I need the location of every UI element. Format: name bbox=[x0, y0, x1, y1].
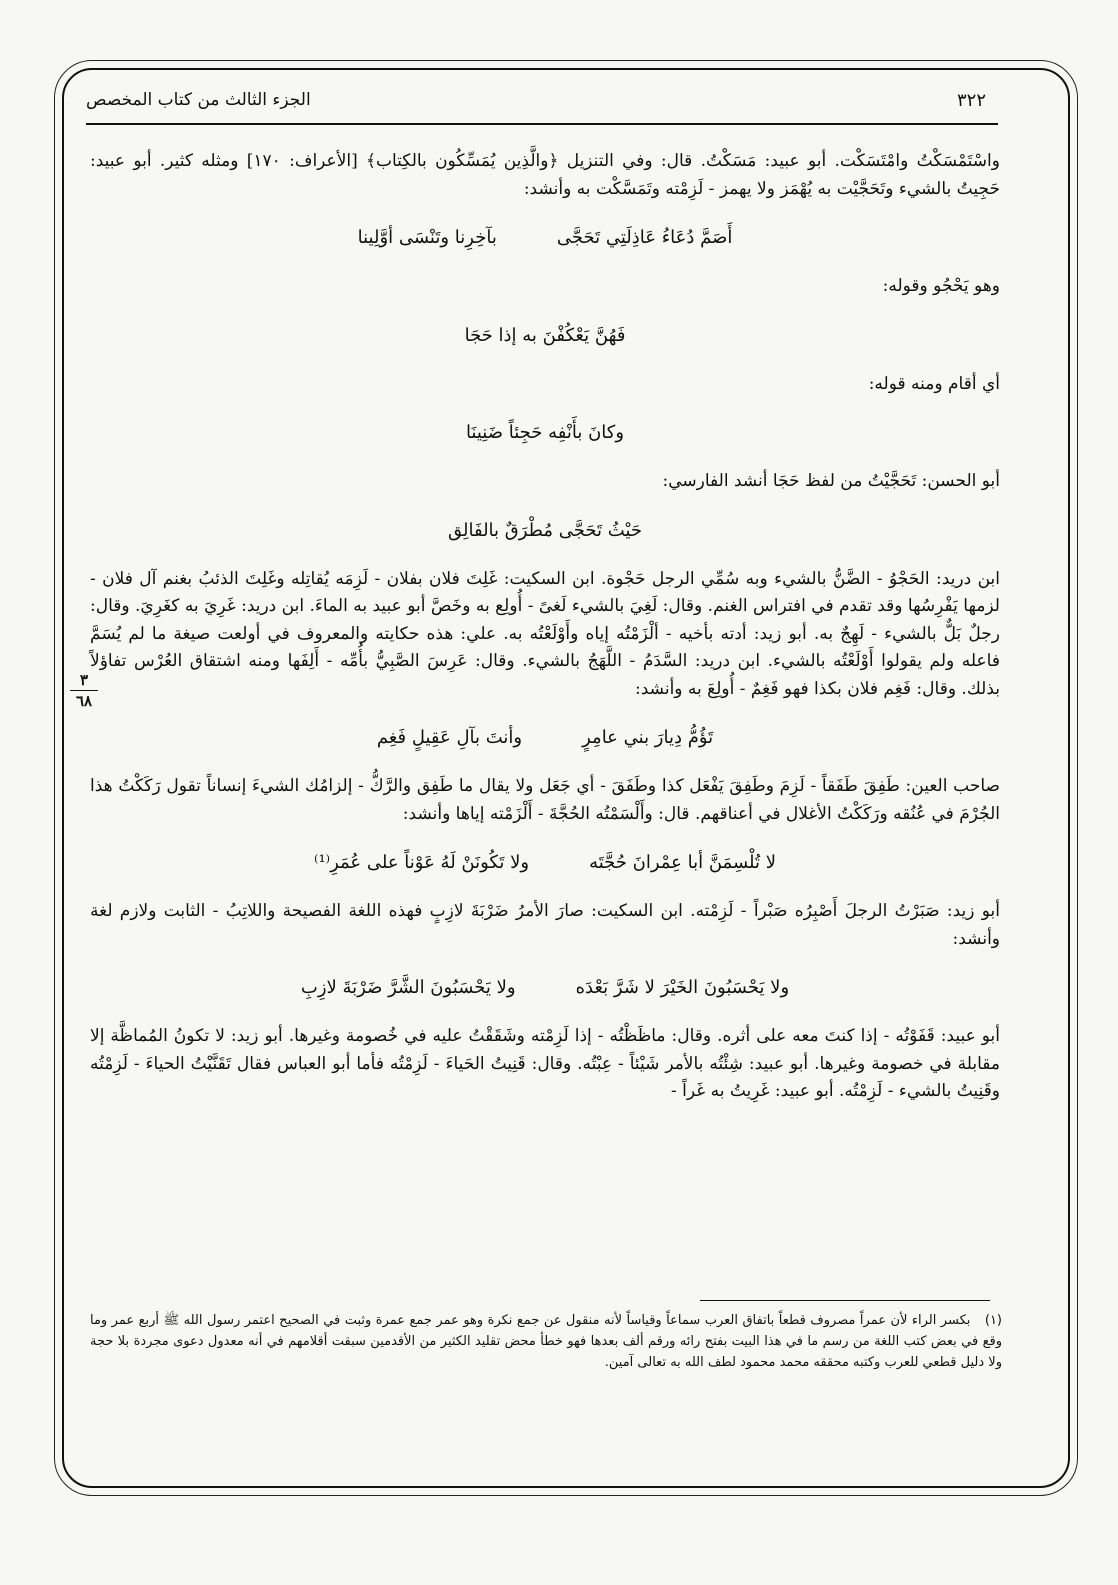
verse bbox=[90, 965, 1000, 1011]
verse-hemistich-second: ولا تَكُونَنْ لَهُ عَوْناً على عُمَرِ⁽¹⁾ bbox=[314, 852, 530, 874]
page-number: ٣٢٢ bbox=[956, 90, 986, 111]
verse-hemistich-first: لا تُلْسِمَنَّ أبا عِمْرانَ حُجَّتَه bbox=[589, 852, 776, 874]
verse-line: فَهُنَّ يَعْكُفْنَ به إذا حَجَا bbox=[464, 324, 626, 346]
side-note-bottom: ٦٨ bbox=[75, 692, 93, 710]
verse-line: وكانَ بأَنْفِه حَجِئاً ضَنِينَا bbox=[465, 422, 625, 444]
header-rule bbox=[86, 123, 998, 125]
verse-hemistich-first: ولا يَحْسَبُونَ الخَيْرَ لا شَرَّ بَعْدَه bbox=[575, 977, 790, 999]
paragraph: ابن دريد: الحَجْوُ - الضَّنُّ بالشيء وبه سُمِّي الرجل حَجْوة. ابن السكيت: غَلِتَ فلان بفلان - لَزِمَه يُقاتِله وغَلِتَ الذئبُ بغنم آل فلان - لزمها يَفْرِسُها وقد تقدم في افتراس الغنم. وقال: لَغِيَ بالشيء لَغىً - أُولِع به وخَصَّ أبو عبيد به الماءَ. ابن دريد: غَرِيَ به كغَرِيَ. وقال: رجلٌ بَلٌّ بالشيء - لَهِجٌ به. أبو زيد: أدته بأخيه - ألْزَمْتُه إياه وأَوْلَعْتُه به. علي: هذه حكايته والمعروف في أولعت صيغة ما لم يُسَمَّ فاعله ولم يقولوا أَوْلَعْتُه بالشيء. ابن دريد: السَّدَمُ - اللَّهَجُ بالشيء. وقال: عَرِسَ الصَّبِيُّ بأُمِّه - أَلِفَها ومنه اشتقاق العُرْس تفاؤلاً بذلك. وقال: فَغِم فلان بكذا فهو فَغِمٌ - أُولِعَ به وأنشد: bbox=[90, 568, 1000, 699]
paragraph: أي أقام ومنه قوله: bbox=[868, 373, 1000, 394]
verse-hemistich-second: ولا يَحْسَبُونَ الشَّرَّ ضَرْبَةَ لازِبِ bbox=[300, 977, 516, 999]
footnote bbox=[90, 1310, 1002, 1373]
verse-hemistich-second: بآخِرِنا وتَنْسَى أوَّلِينا bbox=[357, 227, 497, 249]
verse bbox=[90, 840, 1000, 886]
paragraph: أبو عبيد: قَفَوْتُه - إذا كنتَ معه على أثره. وقال: ماظَظْتُه - إذا لَزِمْته وشَقَقْتُ عليه في خُصومة وغيرها. أبو زيد: لا تكونُ المُماظَّة إلا مقابلة في خصومة وغيرها. أبو عبيد: شِئْتُه بالأمر شَيْئاً - عِبْتُه. وقال: قَنِيتُ الحَياءَ - لَزِمْتُه فأما أبو العباس فقال تَقَنَّيْتُ الحياءَ - لَزِمْتُه وقَنِيتُ بالشيء - لَزِمْتُه. أبو عبيد: غَرِيتُ به غَراً - bbox=[90, 1026, 1000, 1101]
verse-hemistich-second: وأنتَ بآلِ عَقِيلٍ فَغِم bbox=[376, 727, 523, 749]
footnote-number: (١) bbox=[984, 1313, 1002, 1328]
verse bbox=[90, 215, 1000, 261]
paragraph: واسْتَمْسَكْتُ وامْتَسَكْت. أبو عبيد: مَسَكْتُ. قال: وفي التنزيل ﴿والَّذِين يُمَسِّكُون بالكِتاب﴾ [الأعراف: ١٧٠] ومثله كثير. أبو عبيد: حَجِيتُ بالشيء وتَحَجَّيْت به يُهْمَز ولا يهمز - لَزِمْته وتَمَسَّكْت به وأنشد: bbox=[90, 151, 1000, 199]
paragraph: أبو زيد: صَبَرْتُ الرجلَ أَصْبِرُه صَبْراً - لَزِمْته. ابن السكيت: صارَ الأمرُ ضَرْبَةَ لازِبٍ فهذه اللغة الفصيحة واللاتِبُ - الثابت ولازم لغة وأنشد: bbox=[90, 901, 1000, 949]
main-text bbox=[90, 148, 1000, 1106]
verse-line: حَيْثُ تَحَجَّى مُطْرَقٌ بالفَالِق bbox=[447, 519, 643, 541]
verse bbox=[90, 508, 1000, 554]
side-note-top: ٣ bbox=[79, 671, 89, 689]
page-header bbox=[86, 84, 1006, 120]
footnote-text: بكسر الراء لأن عمراً مصروف قطعاً باتفاق العرب سماعاً وقياساً لأنه منقول عن جمع نكرة وهو عمر جمع عمرة وثبت في الصحيح اعتمر رسول الله ﷺ أربع عمر وما وقع في بعض كتب اللغة من رسم ما في هذا البيت بفتح رائه ورقم ألف بعدها فهو خطأ محض تقليد الكثير من الأقدمين سبقت أقلامهم في أنه معدول دعوى مجردة بلا حجة ولا دليل قطعي للعرب وكتبه محققه محمد محمود لطف الله به تعالى آمين. bbox=[90, 1313, 1002, 1370]
footnote-rule bbox=[700, 1300, 990, 1301]
verse bbox=[90, 410, 1000, 456]
verse bbox=[90, 313, 1000, 359]
verse-hemistich-first: تَؤُمُّ دِيارَ بني عامِرٍ bbox=[582, 727, 714, 749]
verse-hemistich-first: أَصَمَّ دُعَاءُ عَاذِلَتِي تَحَجَّى bbox=[556, 227, 733, 249]
verse bbox=[90, 715, 1000, 761]
running-title: الجزء الثالث من كتاب المخصص bbox=[86, 90, 311, 110]
paragraph: أبو الحسن: تَحَجَّيْتُ من لفظ حَجَا أنشد الفارسي: bbox=[662, 471, 1000, 491]
paragraph: وهو يَحْجُو وقوله: bbox=[882, 276, 1000, 296]
paragraph: صاحب العين: طَفِقَ طَفَقاً - لَزِمَ وطَفِقَ يَفْعَل كذا وطَفَقَ - أي جَعَل ولا يقال ما طَفِق والرَّكُّ - إلزامُك الشيءَ إنساناً تقول رَكَكْتُ هذا الجُرْمَ في عُنُقه ورَكَكْتُ الأغلال في أعناقهم. قال: وأَلْسَمْتُه الحُجَّةَ - أَلْزَمْته إياها وأنشد: bbox=[90, 776, 1000, 824]
